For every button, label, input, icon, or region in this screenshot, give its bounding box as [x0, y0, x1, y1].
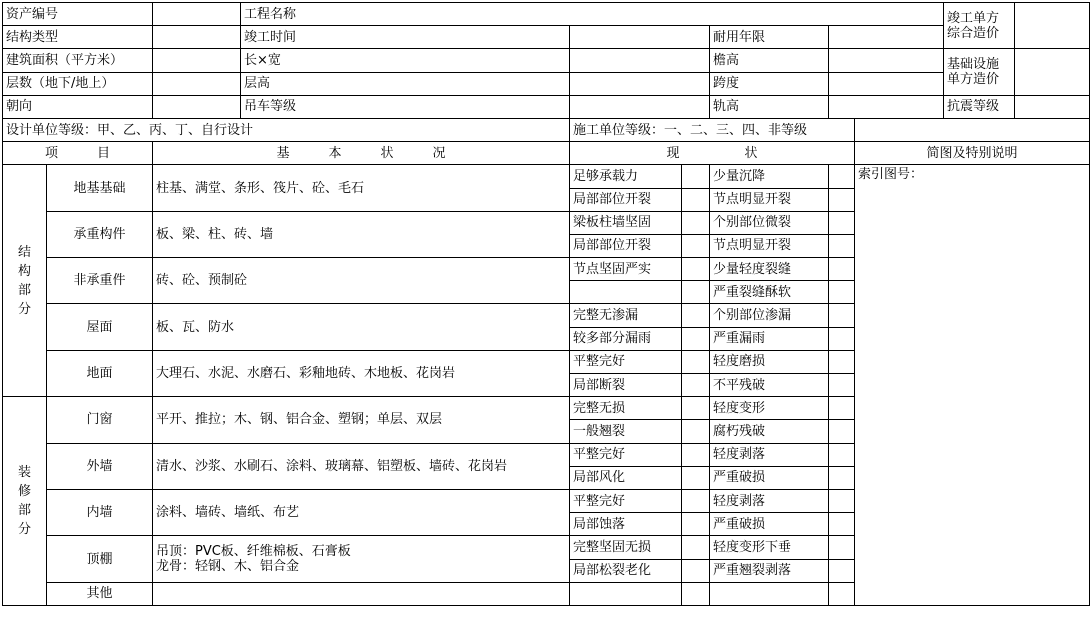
span-value[interactable] [829, 72, 944, 95]
status-cell: 轻度剥落 [710, 489, 829, 512]
item-label: 承重构件 [47, 211, 153, 257]
status-check[interactable] [682, 466, 710, 489]
floors-label: 层数（地下/地上） [3, 72, 153, 95]
status-cell: 轻度变形 [710, 397, 829, 420]
property-appraisal-table [2, 2, 1090, 606]
service-life-label: 耐用年限 [710, 26, 829, 49]
status-check[interactable] [829, 327, 855, 350]
status-check[interactable] [682, 281, 710, 304]
status-check[interactable] [682, 350, 710, 373]
item-header: 项 目 [3, 142, 153, 165]
status-cell: 完整无损 [570, 397, 682, 420]
status-cell [570, 281, 682, 304]
grade-blank [855, 118, 1090, 141]
seismic-grade-label: 抗震等级 [944, 95, 1015, 118]
status-check[interactable] [829, 211, 855, 234]
status-check[interactable] [682, 258, 710, 281]
floor-height-label: 层高 [241, 72, 570, 95]
basic-cell: 清水、沙浆、水刷石、涂料、玻璃幕、铝塑板、墙砖、花岗岩 [153, 443, 570, 489]
status-cell: 局部松裂老化 [570, 559, 682, 582]
completion-time-label: 竣工时间 [241, 26, 570, 49]
status-check[interactable] [682, 374, 710, 397]
item-label: 门窗 [47, 397, 153, 443]
status-cell: 不平残破 [710, 374, 829, 397]
status-check[interactable] [682, 165, 710, 188]
basic-line: 吊顶：PVC板、纤维棉板、石膏板 [156, 544, 351, 559]
basic-cell: 涂料、墙砖、墙纸、布艺 [153, 489, 570, 535]
status-check[interactable] [829, 234, 855, 257]
status-cell: 完整无渗漏 [570, 304, 682, 327]
seismic-grade-value[interactable] [1015, 95, 1090, 118]
item-label: 顶棚 [47, 536, 153, 582]
eave-height-value[interactable] [829, 49, 944, 72]
status-check[interactable] [829, 258, 855, 281]
status-check[interactable] [829, 443, 855, 466]
facility-cost-value[interactable] [1015, 49, 1090, 95]
item-label: 屋面 [47, 304, 153, 350]
completion-time-value[interactable] [570, 26, 710, 49]
status-check[interactable] [829, 559, 855, 582]
item-label: 地面 [47, 350, 153, 396]
completion-cost-label: 竣工单方综合造价 [944, 3, 1015, 49]
status-check[interactable] [682, 489, 710, 512]
item-label: 其他 [47, 582, 153, 605]
status-check[interactable] [829, 582, 855, 605]
status-cell: 严重翘裂剥落 [710, 559, 829, 582]
building-area-value[interactable] [153, 49, 241, 72]
status-cell: 平整完好 [570, 489, 682, 512]
status-cell: 严重破损 [710, 513, 829, 536]
length-width-label: 长×宽 [241, 49, 570, 72]
status-check[interactable] [682, 536, 710, 559]
basic-cell: 柱基、满堂、条形、筏片、砼、毛石 [153, 165, 570, 211]
status-cell: 节点明显开裂 [710, 234, 829, 257]
status-check[interactable] [682, 443, 710, 466]
status-check[interactable] [682, 234, 710, 257]
basic-cell: 砖、砼、预制砼 [153, 258, 570, 304]
length-width-value[interactable] [570, 49, 710, 72]
span-label: 跨度 [710, 72, 829, 95]
status-check[interactable] [829, 489, 855, 512]
asset-no-label: 资产编号 [3, 3, 153, 26]
status-cell: 足够承载力 [570, 165, 682, 188]
orientation-label: 朝向 [3, 95, 153, 118]
status-cell: 严重破损 [710, 466, 829, 489]
asset-no-value[interactable] [153, 3, 241, 26]
construction-grade: 施工单位等级：一、二、三、四、非等级 [570, 118, 855, 141]
status-cell: 轻度剥落 [710, 443, 829, 466]
status-cell: 完整坚固无损 [570, 536, 682, 559]
status-check[interactable] [682, 188, 710, 211]
crane-grade-value[interactable] [570, 95, 710, 118]
structure-type-value[interactable] [153, 26, 241, 49]
status-check[interactable] [829, 281, 855, 304]
status-cell: 局部断裂 [570, 374, 682, 397]
status-cell: 严重漏雨 [710, 327, 829, 350]
sketch-header: 简图及特别说明 [855, 142, 1090, 165]
basic-cell [153, 536, 570, 582]
status-header: 现 状 [570, 142, 855, 165]
status-cell: 一般翘裂 [570, 420, 682, 443]
sketch-note: 索引图号： [855, 165, 1090, 606]
basic-cell[interactable] [153, 582, 570, 605]
status-cell: 轻度磨损 [710, 350, 829, 373]
item-label: 外墙 [47, 443, 153, 489]
status-check[interactable] [829, 304, 855, 327]
floor-height-value[interactable] [570, 72, 710, 95]
status-check[interactable] [829, 420, 855, 443]
status-check[interactable] [682, 420, 710, 443]
status-cell: 局部风化 [570, 466, 682, 489]
basic-line: 龙骨：轻钢、木、铝合金 [156, 559, 300, 574]
group-structure: 结构部分 [3, 165, 47, 397]
item-label: 地基基础 [47, 165, 153, 211]
status-cell: 局部蚀落 [570, 513, 682, 536]
eave-height-label: 檐高 [710, 49, 829, 72]
status-cell[interactable] [710, 582, 829, 605]
status-check[interactable] [829, 165, 855, 188]
status-check[interactable] [682, 559, 710, 582]
status-cell: 梁板柱墙坚固 [570, 211, 682, 234]
completion-cost-value[interactable] [1015, 3, 1090, 49]
status-cell: 平整完好 [570, 443, 682, 466]
status-cell: 少量轻度裂缝 [710, 258, 829, 281]
status-check[interactable] [829, 466, 855, 489]
status-check[interactable] [829, 397, 855, 420]
status-check[interactable] [829, 513, 855, 536]
status-cell: 较多部分漏雨 [570, 327, 682, 350]
status-check[interactable] [682, 327, 710, 350]
status-check[interactable] [682, 304, 710, 327]
facility-cost-label: 基础设施单方造价 [944, 49, 1015, 95]
status-cell: 平整完好 [570, 350, 682, 373]
design-grade: 设计单位等级：甲、乙、丙、丁、自行设计 [3, 118, 570, 141]
item-label: 内墙 [47, 489, 153, 535]
status-cell: 局部部位开裂 [570, 188, 682, 211]
status-check[interactable] [829, 350, 855, 373]
status-cell: 个别部位微裂 [710, 211, 829, 234]
project-name-label: 工程名称 [241, 3, 944, 26]
basic-cell: 板、瓦、防水 [153, 304, 570, 350]
status-check[interactable] [682, 397, 710, 420]
basic-header: 基 本 状 况 [153, 142, 570, 165]
status-cell: 节点明显开裂 [710, 188, 829, 211]
status-check[interactable] [682, 513, 710, 536]
status-cell[interactable] [570, 582, 682, 605]
basic-cell: 大理石、水泥、水磨石、彩釉地砖、木地板、花岗岩 [153, 350, 570, 396]
group-decoration: 装修部分 [3, 397, 47, 606]
orientation-value[interactable] [153, 95, 241, 118]
status-check[interactable] [829, 374, 855, 397]
status-cell: 少量沉降 [710, 165, 829, 188]
status-check[interactable] [682, 211, 710, 234]
basic-cell: 平开、推拉；木、钢、铝合金、塑钢；单层、双层 [153, 397, 570, 443]
status-check[interactable] [829, 536, 855, 559]
item-label: 非承重件 [47, 258, 153, 304]
status-cell: 腐朽残破 [710, 420, 829, 443]
status-cell: 个别部位渗漏 [710, 304, 829, 327]
rail-height-value[interactable] [829, 95, 944, 118]
status-cell: 局部部位开裂 [570, 234, 682, 257]
status-cell: 严重裂缝酥软 [710, 281, 829, 304]
rail-height-label: 轨高 [710, 95, 829, 118]
building-area-label: 建筑面积（平方米） [3, 49, 153, 72]
status-cell: 节点坚固严实 [570, 258, 682, 281]
status-check[interactable] [829, 188, 855, 211]
structure-type-label: 结构类型 [3, 26, 153, 49]
floors-value[interactable] [153, 72, 241, 95]
basic-cell: 板、梁、柱、砖、墙 [153, 211, 570, 257]
status-check[interactable] [682, 582, 710, 605]
service-life-value[interactable] [829, 26, 944, 49]
status-cell: 轻度变形下垂 [710, 536, 829, 559]
crane-grade-label: 吊车等级 [241, 95, 570, 118]
